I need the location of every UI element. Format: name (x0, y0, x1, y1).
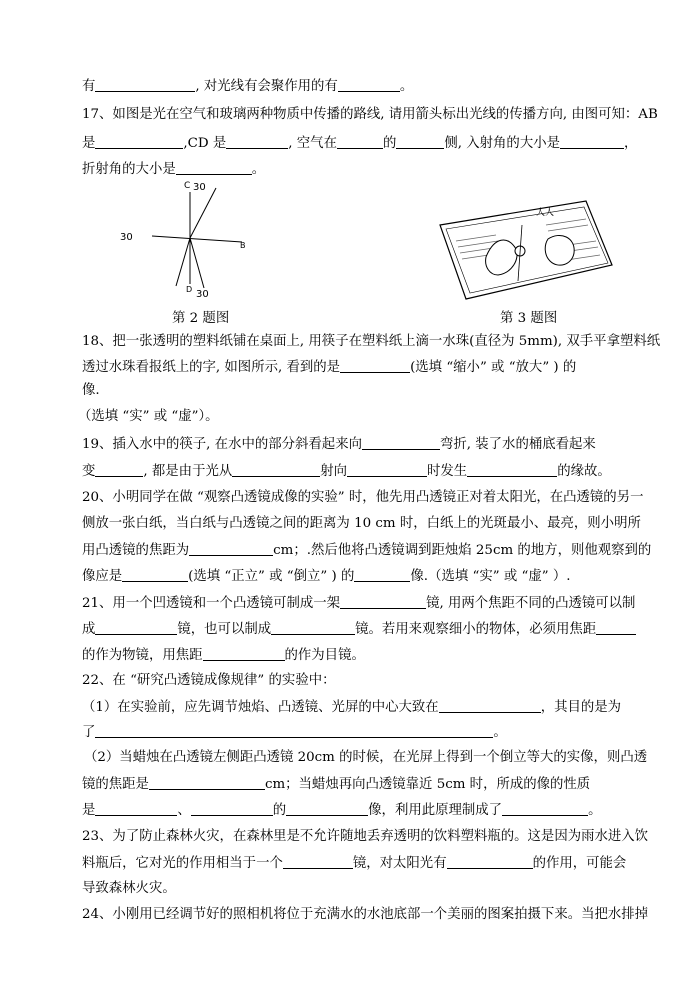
q24-line-1: 24、小刚用已经调节好的照相机将位于充满水的水池底部一个美丽的图案拍摄下来。当把水排掉 (82, 907, 649, 922)
q16-tail-line: 有 , 对光线有会聚作用的有 。 (82, 79, 414, 94)
newspaper-headline: 人人 (536, 208, 555, 218)
q22-line-6: 是 、 的 像，利用此原理制成了 。 (82, 803, 602, 818)
q19-line-1: 19、插入水中的筷子, 在水中的部分斜看起来向 弯折, 装了水的桶底看起来 (82, 437, 596, 452)
figure-2-caption: 第 2 题图 (172, 311, 230, 326)
q19-line-2: 变 , 都是由于光从 射向 时发生 的缘故。 (82, 464, 611, 479)
blank[interactable] (439, 699, 541, 713)
blank[interactable] (176, 161, 252, 175)
q18-line-1: 18、把一张透明的塑料纸铺在桌面上, 用筷子在塑料纸上滴一水珠(直径为 5mm), 双手平拿塑料纸 (82, 334, 661, 349)
blank[interactable] (340, 595, 426, 609)
q21-line-3: 的作为物镜，用焦距 的作为目镜。 (82, 648, 365, 663)
q21-line-2: 成 镜，也可以制成 镜。若用来观察细小的物体，必须用焦距 (82, 621, 636, 638)
blank[interactable] (338, 78, 400, 92)
q23-line-3: 导致森林火灾。 (82, 881, 176, 896)
q21-line-1: 21、用一个凹透镜和一个凸透镜可制成一架 镜, 用两个焦距不同的凸透镜可以制 (82, 596, 636, 611)
q20-line-1: 20、小明同学在做 “观察凸透镜成像的实验” 时，他先用凸透镜正对着太阳光，在凸透镜的另一 (82, 490, 644, 505)
q20-line-4: 像应是 (选填 “正立” 或 “倒立” ) 的 像.（选填 “实” 或 “虚” ）. (82, 569, 571, 584)
blank[interactable] (286, 802, 368, 816)
blank[interactable] (95, 724, 493, 738)
blank[interactable] (95, 802, 177, 816)
blank[interactable] (467, 463, 557, 477)
label-c: C (184, 181, 191, 191)
q22-line-1: 22、在 “研究凸透镜成像规律” 的实验中： (82, 673, 336, 688)
blank[interactable] (271, 621, 355, 635)
blank[interactable] (95, 621, 177, 635)
figure-3-caption: 第 3 题图 (500, 311, 558, 326)
figure-3-hands-newspaper-illustration (436, 195, 616, 305)
blank[interactable] (362, 436, 440, 450)
blank[interactable] (396, 135, 444, 149)
interface-line-ab (152, 236, 242, 242)
reflected-ray (176, 238, 190, 286)
q18-line-3: 像. (82, 383, 100, 398)
blank[interactable] (447, 855, 533, 869)
q20-line-2: 侧放一张白纸，当白纸与凸透镜之间的距离为 10 cm 时，白纸上的光斑最小、最亮，则小明所 (82, 516, 641, 531)
blank[interactable] (191, 802, 273, 816)
q18-line-4: （选填 “实” 或 “虚”）。 (78, 409, 219, 424)
blank[interactable] (95, 78, 195, 92)
blank[interactable] (226, 135, 288, 149)
newspaper-shape (440, 201, 612, 299)
blank[interactable] (232, 463, 320, 477)
q22-line-3: 了 。 (82, 725, 507, 740)
q17-line-2: 是 ,CD 是 , 空气在 的 侧, 入射角的大小是 ， (82, 136, 638, 151)
refracted-ray (190, 238, 204, 288)
label-30-bottom: 30 (196, 289, 209, 298)
blank[interactable] (337, 135, 383, 149)
right-hand-icon (545, 235, 574, 265)
blank[interactable] (122, 568, 188, 582)
q23-line-1: 23、为了防止森林火灾，在森林里是不允许随地丢弃透明的饮料塑料瓶的。这是因为雨水进入饮 (82, 829, 649, 844)
q17-line-3: 折射角的大小是 。 (82, 162, 266, 177)
figure-2-light-path-diagram (110, 178, 260, 298)
label-30-left: 30 (120, 232, 133, 243)
q18-line-2: 透过水珠看报纸上的字, 如图所示, 看到的是 (选填 “缩小” 或 “放大” ) 的 (82, 360, 577, 375)
incident-ray (190, 188, 216, 238)
blank[interactable] (340, 359, 410, 373)
blank[interactable] (283, 855, 353, 869)
q22-line-5: 镜的焦距是 cm；当蜡烛再向凸透镜靠近 5cm 时，所成的像的性质 (82, 777, 591, 792)
label-30-top: 30 (193, 182, 206, 193)
blank[interactable] (95, 135, 183, 149)
blank[interactable] (354, 568, 410, 582)
q20-line-3: 用凸透镜的焦距为 cm；.然后他将凸透镜调到距烛焰 25cm 的地方，则他观察到的 (82, 543, 652, 558)
blank[interactable] (560, 135, 624, 149)
q17-line-1: 17、如图是光在空气和玻璃两种物质中传播的路线, 请用箭头标出光线的传播方向, 由图可知：AB (82, 107, 658, 122)
q23-line-2: 料瓶后，它对光的作用相当于一个 镜，对太阳光有 的作用，可能会 (82, 856, 627, 871)
q22-line-4: （2）当蜡烛在凸透镜左侧距凸透镜 20cm 的时候，在光屏上得到一个倒立等大的实像，则凸透 (84, 750, 648, 765)
blank[interactable] (203, 647, 285, 661)
label-b: B (240, 241, 246, 250)
blank[interactable] (596, 621, 636, 635)
label-d: D (186, 285, 193, 294)
q22-line-2: （1）在实验前，应先调节烛焰、凸透镜、光屏的中心大致在 ，其目的是为 (82, 700, 622, 715)
blank[interactable] (189, 542, 273, 556)
blank[interactable] (95, 463, 143, 477)
blank[interactable] (502, 802, 588, 816)
blank[interactable] (149, 776, 265, 790)
blank[interactable] (347, 463, 427, 477)
